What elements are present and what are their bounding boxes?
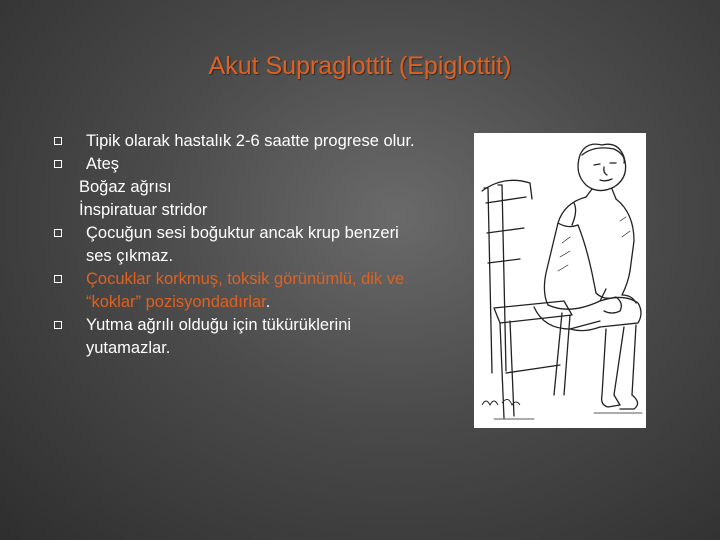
child-sitting-illustration — [474, 133, 646, 428]
list-item-suffix: . — [265, 293, 271, 311]
square-bullet-icon — [54, 160, 62, 168]
list-item-text: İnspiratuar stridor — [79, 201, 208, 219]
signature-icon — [482, 399, 520, 405]
list-item-text: Çocuğun sesi boğuktur ancak krup benzeri ses çıkmaz. — [86, 224, 399, 265]
list-item-text: Boğaz ağrısı — [79, 178, 172, 196]
list-item — [52, 176, 422, 199]
list-item — [52, 130, 422, 153]
list-item-text-highlighted: Çocuklar korkmuş, toksik görünümlü, dik ve “koklar” pozisyondadırlar — [86, 270, 405, 311]
list-item-text: Yutma ağrılı olduğu için tükürüklerini yutamazlar. — [86, 316, 352, 357]
square-bullet-icon — [54, 275, 62, 283]
slide-title: Akut Supraglottit (Epiglottit) — [208, 52, 512, 80]
list-item — [52, 314, 422, 360]
list-item — [52, 153, 422, 176]
child-sitting-on-chair-icon — [474, 133, 646, 428]
list-item — [52, 199, 422, 222]
square-bullet-icon — [54, 321, 62, 329]
list-item-text: Tipik olarak hastalık 2-6 saatte progrese olur. — [86, 132, 415, 150]
list-item — [52, 268, 422, 314]
square-bullet-icon — [54, 137, 62, 145]
square-bullet-icon — [54, 229, 62, 237]
bullet-list — [52, 130, 422, 360]
list-item-text: Ateş — [86, 155, 120, 173]
list-item — [52, 222, 422, 268]
